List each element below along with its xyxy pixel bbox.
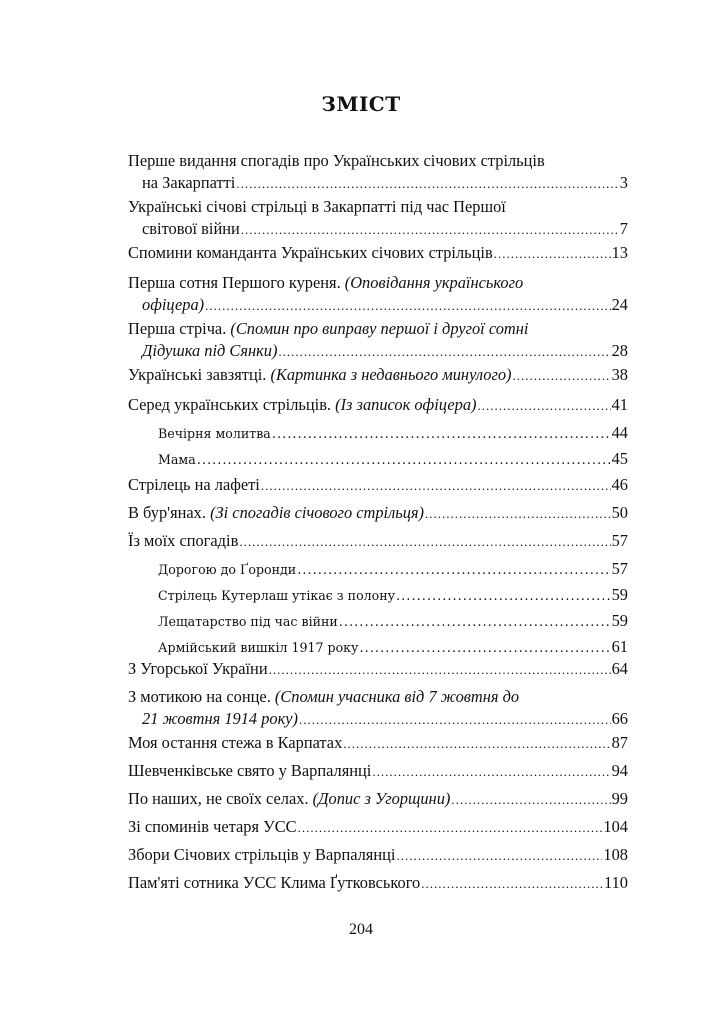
entry-page-number: 50 bbox=[611, 503, 628, 522]
toc-entry[interactable] bbox=[128, 272, 628, 318]
dot-leader bbox=[297, 560, 610, 582]
entry-line-continued bbox=[128, 294, 628, 317]
entry-page-number: 66 bbox=[611, 709, 628, 728]
toc-entry[interactable] bbox=[128, 364, 628, 394]
entry-subtitle-italic: (Спомин учасника від 7 жовтня до bbox=[274, 687, 520, 706]
page-number: 204 bbox=[349, 921, 373, 938]
dot-leader bbox=[396, 845, 602, 867]
entry-title-text: Українські січові стрільці в Закарпатті під час Першої bbox=[128, 197, 506, 216]
entry-subtitle-italic: Дідушка під Сянки) bbox=[142, 341, 278, 360]
entry-title bbox=[142, 340, 277, 362]
entry-page-number: 38 bbox=[611, 365, 628, 384]
entry-line bbox=[158, 610, 628, 634]
entry-page-number: 45 bbox=[611, 449, 628, 468]
entry-page-number: 64 bbox=[611, 659, 628, 678]
entry-title bbox=[158, 585, 395, 607]
entry-line bbox=[158, 448, 628, 472]
entry-title-text: Перша стріча. bbox=[128, 319, 231, 338]
entry-line-continued bbox=[128, 172, 628, 195]
entry-page-number: 57 bbox=[611, 559, 628, 578]
entry-line bbox=[128, 272, 628, 294]
entry-line bbox=[128, 788, 628, 811]
entry-title bbox=[142, 218, 240, 240]
dot-leader bbox=[372, 761, 610, 783]
dot-leader bbox=[396, 586, 611, 608]
dot-leader bbox=[451, 789, 610, 811]
entry-title-text: По наших, не своїх селах. bbox=[128, 789, 313, 808]
dot-leader bbox=[477, 395, 610, 417]
dot-leader bbox=[278, 341, 610, 363]
entry-line bbox=[128, 394, 628, 417]
entry-page-number: 110 bbox=[604, 873, 628, 892]
entry-subtitle-italic: (Оповідання українського bbox=[344, 273, 524, 292]
entry-line bbox=[158, 422, 628, 446]
dot-leader bbox=[261, 475, 611, 497]
entry-line bbox=[128, 872, 628, 895]
entry-page-number: 59 bbox=[611, 611, 628, 630]
dot-leader bbox=[359, 638, 610, 660]
entry-line bbox=[128, 816, 628, 839]
entry-title bbox=[128, 760, 371, 782]
entry-title-text: на Закарпатті bbox=[142, 173, 236, 192]
page-title: ЗМІСТ bbox=[321, 92, 401, 116]
entry-page-number: 99 bbox=[611, 789, 628, 808]
entry-title-text: Серед українських стрільців. bbox=[128, 395, 336, 414]
entry-title-text: Стрілець на лафеті bbox=[128, 475, 260, 494]
entry-title bbox=[128, 844, 395, 866]
entry-title-text: Пам'яті сотника УСС Клима Ґутковського bbox=[128, 873, 421, 892]
entry-title bbox=[128, 150, 545, 172]
entry-line bbox=[128, 658, 628, 681]
entry-page-number: 57 bbox=[611, 531, 628, 550]
dot-leader bbox=[269, 659, 611, 681]
dot-leader bbox=[425, 503, 611, 525]
entry-title-text: Моя остання стежа в Карпатах bbox=[128, 733, 343, 752]
entry-title-text: Перша сотня Першого куреня. bbox=[128, 273, 345, 292]
entry-title-text: Лещатарство під час війни bbox=[158, 614, 338, 629]
entry-line bbox=[128, 474, 628, 497]
dot-leader bbox=[205, 295, 610, 317]
entry-title-text: Українські завзятці. bbox=[128, 365, 271, 384]
entry-page-number: 46 bbox=[611, 475, 628, 494]
dot-leader bbox=[236, 173, 618, 195]
dot-leader bbox=[298, 817, 603, 839]
entry-title bbox=[142, 708, 298, 730]
entry-title bbox=[128, 242, 493, 264]
entry-title bbox=[128, 196, 506, 218]
entry-title bbox=[128, 364, 512, 386]
dot-leader bbox=[239, 531, 610, 553]
toc-subentry[interactable] bbox=[128, 558, 628, 584]
entry-title bbox=[128, 732, 342, 754]
entry-title bbox=[128, 788, 450, 810]
entry-title-text: Їз моїх спогадів bbox=[128, 531, 239, 550]
toc-entry[interactable] bbox=[128, 816, 628, 844]
dot-leader bbox=[421, 873, 603, 895]
entry-title-text: Перше видання спогадів про Українських січових стрільців bbox=[128, 151, 545, 170]
toc-entry[interactable] bbox=[128, 686, 628, 732]
entry-line bbox=[158, 584, 628, 608]
entry-subtitle-italic: (Картинка з недавнього минулого) bbox=[270, 365, 512, 384]
dot-leader bbox=[241, 219, 619, 241]
entry-line bbox=[128, 150, 628, 172]
entry-subtitle-italic: (Допис з Угорщини) bbox=[312, 789, 451, 808]
entry-title bbox=[128, 318, 528, 340]
entry-line-continued bbox=[128, 218, 628, 241]
dot-leader bbox=[197, 450, 611, 472]
entry-line bbox=[128, 196, 628, 218]
entry-title bbox=[128, 872, 420, 894]
toc-entry[interactable] bbox=[128, 474, 628, 502]
entry-line bbox=[128, 502, 628, 525]
entry-page-number: 108 bbox=[603, 845, 628, 864]
toc-entry[interactable] bbox=[128, 242, 628, 272]
entry-page-number: 87 bbox=[611, 733, 628, 752]
entry-title bbox=[128, 530, 238, 552]
entry-page-number: 28 bbox=[611, 341, 628, 360]
toc-entry[interactable] bbox=[128, 872, 628, 898]
toc-entry[interactable] bbox=[128, 658, 628, 686]
entry-page-number: 59 bbox=[611, 585, 628, 604]
toc-entry[interactable] bbox=[128, 196, 628, 242]
toc-subentry[interactable] bbox=[128, 610, 628, 636]
toc-entry[interactable] bbox=[128, 530, 628, 558]
entry-title bbox=[128, 474, 260, 496]
dot-leader bbox=[494, 243, 611, 265]
toc-subentry[interactable] bbox=[128, 636, 628, 658]
entry-title-text: Спомини команданта Українських січових стрільців bbox=[128, 243, 493, 262]
entry-line bbox=[158, 558, 628, 582]
entry-title bbox=[142, 294, 204, 316]
entry-page-number: 24 bbox=[611, 295, 628, 314]
toc-entry[interactable] bbox=[128, 318, 628, 364]
entry-subtitle-italic: (Із записок офіцера) bbox=[335, 395, 477, 414]
entry-title-text: Зі споминів четаря УСС bbox=[128, 817, 297, 836]
entry-page-number: 41 bbox=[611, 395, 628, 414]
entry-page-number: 61 bbox=[611, 637, 628, 656]
entry-line bbox=[128, 760, 628, 783]
toc-entry[interactable] bbox=[128, 502, 628, 530]
toc-entry[interactable] bbox=[128, 760, 628, 788]
entry-title bbox=[128, 394, 476, 416]
table-of-contents bbox=[128, 150, 628, 898]
toc-entry[interactable] bbox=[128, 150, 628, 196]
toc-entry[interactable] bbox=[128, 788, 628, 816]
entry-title bbox=[128, 502, 424, 524]
entry-page-number: 3 bbox=[619, 173, 628, 192]
entry-page-number: 44 bbox=[611, 423, 628, 442]
entry-title bbox=[128, 658, 268, 680]
entry-page-number: 94 bbox=[611, 761, 628, 780]
toc-subentry[interactable] bbox=[128, 448, 628, 474]
entry-title-text: Вечірня молитва bbox=[158, 426, 271, 441]
entry-title bbox=[158, 637, 358, 659]
entry-title bbox=[142, 172, 235, 194]
entry-title-text: Шевченківське свято у Варпалянці bbox=[128, 761, 372, 780]
toc-subentry[interactable] bbox=[128, 422, 628, 448]
entry-title-text: З мотикою на сонце. bbox=[128, 687, 275, 706]
dot-leader bbox=[272, 424, 611, 446]
entry-page-number: 7 bbox=[619, 219, 628, 238]
entry-title bbox=[128, 816, 297, 838]
entry-title bbox=[128, 686, 519, 708]
entry-line bbox=[128, 364, 628, 387]
entry-title-text: Мама bbox=[158, 452, 196, 467]
entry-title-text: З Угорської України bbox=[128, 659, 268, 678]
dot-leader bbox=[299, 709, 611, 731]
entry-title-text: Дорогою до Ґоронди bbox=[158, 562, 297, 577]
dot-leader bbox=[513, 365, 611, 387]
entry-subtitle-italic: 21 жовтня 1914 року) bbox=[142, 709, 298, 728]
entry-title-text: Стрілець Кутерлаш утікає з полону bbox=[158, 588, 396, 603]
entry-line bbox=[128, 530, 628, 553]
entry-line bbox=[128, 242, 628, 265]
toc-entry[interactable] bbox=[128, 732, 628, 760]
entry-title bbox=[158, 449, 196, 471]
dot-leader bbox=[343, 733, 610, 755]
entry-subtitle-italic: офіцера) bbox=[142, 295, 205, 314]
entry-line-continued bbox=[128, 340, 628, 363]
entry-line bbox=[128, 844, 628, 867]
entry-line bbox=[158, 636, 628, 660]
entry-title bbox=[158, 559, 296, 581]
entry-title-text: Армійський вишкіл 1917 року bbox=[158, 640, 359, 655]
toc-entry[interactable] bbox=[128, 394, 628, 422]
entry-title bbox=[158, 423, 271, 445]
entry-page-number: 104 bbox=[603, 817, 628, 836]
entry-title-text: Збори Січових стрільців у Варпалянці bbox=[128, 845, 396, 864]
entry-title bbox=[158, 611, 338, 633]
toc-entry[interactable] bbox=[128, 844, 628, 872]
entry-page-number: 13 bbox=[611, 243, 628, 262]
toc-subentry[interactable] bbox=[128, 584, 628, 610]
entry-line-continued bbox=[128, 708, 628, 731]
entry-line bbox=[128, 732, 628, 755]
entry-subtitle-italic: (Спомин про виправу першої і другої сотні bbox=[230, 319, 529, 338]
entry-line bbox=[128, 318, 628, 340]
entry-line bbox=[128, 686, 628, 708]
entry-subtitle-italic: (Зі спогадів січового стрільця) bbox=[210, 503, 424, 522]
entry-title-text: світової війни bbox=[142, 219, 240, 238]
entry-title bbox=[128, 272, 523, 294]
entry-title-text: В бур'янах. bbox=[128, 503, 211, 522]
dot-leader bbox=[339, 612, 611, 634]
